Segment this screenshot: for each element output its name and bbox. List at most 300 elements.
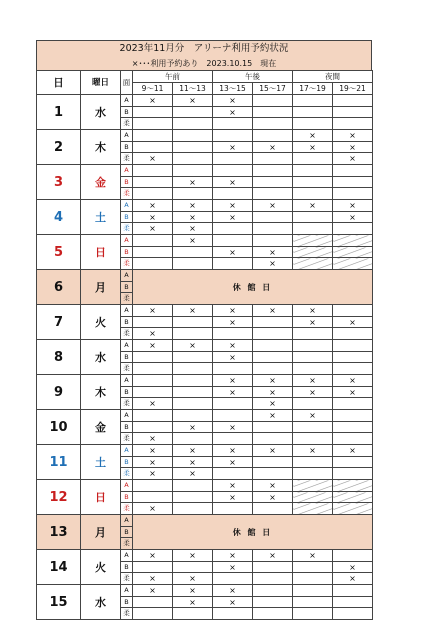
slot-cell xyxy=(173,398,213,410)
slot-cell: × xyxy=(213,177,253,188)
slot-cell xyxy=(293,165,333,177)
slot-cell xyxy=(173,608,213,620)
slot-cell: × xyxy=(133,212,173,223)
slot-cell: × xyxy=(293,305,333,317)
slot-cell xyxy=(333,492,373,503)
slot-cell xyxy=(293,422,333,433)
weekday-cell: 日 xyxy=(81,480,121,515)
date-cell: 13 xyxy=(37,515,81,550)
slot-cell xyxy=(293,562,333,573)
slot-cell xyxy=(293,457,333,468)
facility-cell: B xyxy=(121,457,133,468)
slot-cell xyxy=(253,223,293,235)
slot-cell: × xyxy=(333,317,373,328)
slot-cell xyxy=(133,235,173,247)
slot-cell xyxy=(213,433,253,445)
slot-cell: × xyxy=(213,142,253,153)
slot-cell xyxy=(333,107,373,118)
slot-cell xyxy=(293,153,333,165)
day-row xyxy=(37,445,373,457)
slot-cell xyxy=(333,188,373,200)
weekday-cell: 金 xyxy=(81,165,121,200)
slot-cell xyxy=(213,118,253,130)
header-group-evening: 夜間 xyxy=(293,71,373,83)
slot-cell xyxy=(133,107,173,118)
facility-cell: B xyxy=(121,317,133,328)
slot-cell: × xyxy=(253,445,293,457)
slot-cell xyxy=(293,340,333,352)
facility-cell: A xyxy=(121,95,133,107)
slot-cell: × xyxy=(133,398,173,410)
slot-cell xyxy=(253,363,293,375)
slot-cell xyxy=(253,153,293,165)
slot-cell: × xyxy=(133,550,173,562)
slot-cell xyxy=(253,468,293,480)
day-row xyxy=(37,515,373,527)
slot-cell xyxy=(333,165,373,177)
slot-cell xyxy=(333,468,373,480)
slot-cell xyxy=(173,480,213,492)
weekday-cell: 木 xyxy=(81,130,121,165)
slot-cell: × xyxy=(133,223,173,235)
slot-cell: × xyxy=(213,375,253,387)
slot-cell xyxy=(173,492,213,503)
slot-cell xyxy=(253,562,293,573)
slot-cell xyxy=(333,457,373,468)
slot-cell xyxy=(213,130,253,142)
slot-cell xyxy=(333,247,373,258)
slot-cell xyxy=(253,585,293,597)
slot-cell xyxy=(253,433,293,445)
facility-cell: A xyxy=(121,130,133,142)
slot-cell: × xyxy=(253,142,293,153)
date-cell: 9 xyxy=(37,375,81,410)
slot-cell xyxy=(253,130,293,142)
header-facility: 面 xyxy=(121,71,133,95)
slot-cell xyxy=(253,340,293,352)
slot-cell xyxy=(333,95,373,107)
slot-cell xyxy=(133,247,173,258)
date-cell: 11 xyxy=(37,445,81,480)
reservation-table xyxy=(36,70,373,620)
weekday-cell: 月 xyxy=(81,270,121,305)
slot-cell xyxy=(133,142,173,153)
slot-cell xyxy=(213,410,253,422)
facility-cell: A xyxy=(121,480,133,492)
slot-cell xyxy=(213,398,253,410)
slot-cell xyxy=(133,118,173,130)
slot-cell: × xyxy=(173,340,213,352)
header-slot: 15～17 xyxy=(253,83,293,95)
facility-cell: B xyxy=(121,247,133,258)
slot-cell: × xyxy=(173,95,213,107)
facility-cell: A xyxy=(121,200,133,212)
slot-cell: × xyxy=(133,585,173,597)
slot-cell: × xyxy=(213,597,253,608)
facility-cell: 柔 xyxy=(121,153,133,165)
slot-cell: × xyxy=(333,200,373,212)
slot-cell xyxy=(173,433,213,445)
slot-cell xyxy=(133,317,173,328)
slot-cell: × xyxy=(133,503,173,515)
weekday-cell: 水 xyxy=(81,95,121,130)
slot-cell xyxy=(333,363,373,375)
slot-cell: × xyxy=(133,328,173,340)
slot-cell xyxy=(333,503,373,515)
slot-cell: × xyxy=(133,305,173,317)
weekday-cell: 水 xyxy=(81,340,121,375)
slot-cell: × xyxy=(293,200,333,212)
slot-cell: × xyxy=(173,468,213,480)
slot-cell: × xyxy=(293,142,333,153)
header-slot: 19～21 xyxy=(333,83,373,95)
slot-cell: × xyxy=(253,258,293,270)
slot-cell xyxy=(253,177,293,188)
slot-cell: × xyxy=(293,387,333,398)
slot-cell xyxy=(333,480,373,492)
header-day: 日 xyxy=(37,71,81,95)
weekday-cell: 日 xyxy=(81,235,121,270)
facility-cell: B xyxy=(121,527,133,538)
slot-cell xyxy=(213,573,253,585)
slot-cell: × xyxy=(213,457,253,468)
slot-cell xyxy=(333,177,373,188)
slot-cell: × xyxy=(133,573,173,585)
slot-cell xyxy=(173,387,213,398)
slot-cell xyxy=(333,422,373,433)
slot-cell xyxy=(133,480,173,492)
slot-cell xyxy=(293,398,333,410)
slot-cell xyxy=(333,118,373,130)
slot-cell xyxy=(173,118,213,130)
slot-cell xyxy=(333,608,373,620)
slot-cell: × xyxy=(333,573,373,585)
slot-cell: × xyxy=(133,200,173,212)
facility-cell: 柔 xyxy=(121,503,133,515)
slot-cell xyxy=(213,223,253,235)
slot-cell xyxy=(173,317,213,328)
weekday-cell: 火 xyxy=(81,305,121,340)
slot-cell xyxy=(173,363,213,375)
facility-cell: A xyxy=(121,340,133,352)
slot-cell: × xyxy=(213,305,253,317)
slot-cell xyxy=(213,153,253,165)
slot-cell xyxy=(253,328,293,340)
slot-cell xyxy=(133,387,173,398)
slot-cell xyxy=(133,258,173,270)
slot-cell xyxy=(133,352,173,363)
facility-cell: B xyxy=(121,142,133,153)
day-row xyxy=(37,305,373,317)
facility-cell: A xyxy=(121,445,133,457)
slot-cell xyxy=(213,258,253,270)
slot-cell xyxy=(333,340,373,352)
header-slot: 11～13 xyxy=(173,83,213,95)
facility-cell: 柔 xyxy=(121,433,133,445)
slot-cell xyxy=(173,328,213,340)
slot-cell: × xyxy=(173,422,213,433)
slot-cell: × xyxy=(293,375,333,387)
slot-cell: × xyxy=(213,317,253,328)
reservation-sheet xyxy=(36,40,372,620)
slot-cell: × xyxy=(333,142,373,153)
weekday-cell: 木 xyxy=(81,375,121,410)
slot-cell: × xyxy=(133,457,173,468)
slot-cell: × xyxy=(173,177,213,188)
slot-cell: × xyxy=(293,410,333,422)
day-row xyxy=(37,165,373,177)
slot-cell xyxy=(253,608,293,620)
date-cell: 5 xyxy=(37,235,81,270)
slot-cell: × xyxy=(213,247,253,258)
slot-cell xyxy=(293,223,333,235)
slot-cell xyxy=(333,328,373,340)
day-row xyxy=(37,410,373,422)
slot-cell xyxy=(173,258,213,270)
slot-cell xyxy=(133,363,173,375)
slot-cell xyxy=(293,433,333,445)
slot-cell: × xyxy=(253,387,293,398)
slot-cell xyxy=(253,352,293,363)
slot-cell: × xyxy=(253,375,293,387)
slot-cell xyxy=(293,177,333,188)
facility-cell: B xyxy=(121,212,133,223)
facility-cell: B xyxy=(121,282,133,293)
sheet-title: 2023年11月分 アリーナ利用予約状況 xyxy=(119,43,289,54)
weekday-cell: 火 xyxy=(81,550,121,585)
slot-cell xyxy=(293,328,333,340)
slot-cell xyxy=(293,597,333,608)
slot-cell: × xyxy=(133,433,173,445)
slot-cell xyxy=(333,433,373,445)
slot-cell: × xyxy=(253,247,293,258)
weekday-cell: 金 xyxy=(81,410,121,445)
slot-cell xyxy=(253,422,293,433)
slot-cell xyxy=(213,503,253,515)
slot-cell xyxy=(293,235,333,247)
slot-cell: × xyxy=(213,107,253,118)
facility-cell: B xyxy=(121,597,133,608)
slot-cell xyxy=(253,212,293,223)
slot-cell xyxy=(213,468,253,480)
slot-cell: × xyxy=(253,550,293,562)
facility-cell: A xyxy=(121,515,133,527)
slot-cell: × xyxy=(133,95,173,107)
slot-cell xyxy=(253,235,293,247)
facility-cell: A xyxy=(121,585,133,597)
slot-cell xyxy=(213,235,253,247)
slot-cell: × xyxy=(173,212,213,223)
slot-cell: × xyxy=(173,597,213,608)
day-row xyxy=(37,270,373,282)
facility-cell: B xyxy=(121,562,133,573)
slot-cell: × xyxy=(133,468,173,480)
slot-cell: × xyxy=(213,95,253,107)
slot-cell xyxy=(253,573,293,585)
slot-cell xyxy=(173,375,213,387)
date-cell: 7 xyxy=(37,305,81,340)
slot-cell xyxy=(173,107,213,118)
facility-cell: A xyxy=(121,305,133,317)
slot-cell: × xyxy=(253,410,293,422)
slot-cell xyxy=(213,608,253,620)
day-row xyxy=(37,235,373,247)
date-cell: 6 xyxy=(37,270,81,305)
day-row xyxy=(37,130,373,142)
slot-cell: × xyxy=(173,573,213,585)
slot-cell xyxy=(333,305,373,317)
slot-cell xyxy=(133,165,173,177)
facility-cell: B xyxy=(121,387,133,398)
facility-cell: 柔 xyxy=(121,223,133,235)
facility-cell: 柔 xyxy=(121,608,133,620)
slot-cell: × xyxy=(133,340,173,352)
slot-cell xyxy=(133,188,173,200)
slot-cell: × xyxy=(213,352,253,363)
slot-cell: × xyxy=(333,153,373,165)
header-group-morning: 午前 xyxy=(133,71,213,83)
slot-cell: × xyxy=(173,305,213,317)
slot-cell xyxy=(293,188,333,200)
slot-cell xyxy=(173,410,213,422)
slot-cell xyxy=(173,247,213,258)
slot-cell xyxy=(293,352,333,363)
slot-cell: × xyxy=(213,550,253,562)
header-weekday: 曜日 xyxy=(81,71,121,95)
slot-cell xyxy=(133,562,173,573)
facility-cell: 柔 xyxy=(121,398,133,410)
facility-cell: B xyxy=(121,177,133,188)
slot-cell xyxy=(213,188,253,200)
facility-cell: B xyxy=(121,352,133,363)
weekday-cell: 水 xyxy=(81,585,121,620)
slot-cell xyxy=(173,165,213,177)
slot-cell xyxy=(253,165,293,177)
weekday-cell: 月 xyxy=(81,515,121,550)
day-row xyxy=(37,95,373,107)
closed-day-notice: 休 館 日 xyxy=(133,270,373,305)
slot-cell: × xyxy=(213,200,253,212)
slot-cell xyxy=(133,422,173,433)
facility-cell: 柔 xyxy=(121,573,133,585)
facility-cell: B xyxy=(121,422,133,433)
slot-cell xyxy=(293,585,333,597)
slot-cell: × xyxy=(213,340,253,352)
weekday-cell: 土 xyxy=(81,200,121,235)
slot-cell xyxy=(253,118,293,130)
facility-cell: A xyxy=(121,550,133,562)
date-cell: 14 xyxy=(37,550,81,585)
slot-cell xyxy=(293,258,333,270)
slot-cell xyxy=(333,597,373,608)
header-slot: 13～15 xyxy=(213,83,253,95)
slot-cell: × xyxy=(213,445,253,457)
slot-cell xyxy=(293,480,333,492)
day-row xyxy=(37,550,373,562)
slot-cell xyxy=(133,597,173,608)
slot-cell xyxy=(293,468,333,480)
day-row xyxy=(37,200,373,212)
slot-cell xyxy=(333,550,373,562)
date-cell: 15 xyxy=(37,585,81,620)
slot-cell: × xyxy=(333,130,373,142)
slot-cell xyxy=(253,95,293,107)
slot-cell xyxy=(133,492,173,503)
slot-cell xyxy=(333,235,373,247)
slot-cell xyxy=(213,363,253,375)
slot-cell xyxy=(293,95,333,107)
slot-cell: × xyxy=(333,562,373,573)
slot-cell: × xyxy=(213,480,253,492)
slot-cell: × xyxy=(213,422,253,433)
facility-cell: A xyxy=(121,410,133,422)
slot-cell: × xyxy=(133,153,173,165)
sheet-header xyxy=(36,40,372,70)
facility-cell: B xyxy=(121,107,133,118)
slot-cell: × xyxy=(293,130,333,142)
day-row xyxy=(37,375,373,387)
facility-cell: 柔 xyxy=(121,468,133,480)
slot-cell xyxy=(253,107,293,118)
slot-cell xyxy=(213,328,253,340)
date-cell: 2 xyxy=(37,130,81,165)
slot-cell xyxy=(133,375,173,387)
slot-cell: × xyxy=(173,445,213,457)
slot-cell xyxy=(133,608,173,620)
slot-cell: × xyxy=(293,550,333,562)
slot-cell xyxy=(173,503,213,515)
date-cell: 12 xyxy=(37,480,81,515)
slot-cell xyxy=(293,118,333,130)
facility-cell: 柔 xyxy=(121,538,133,550)
facility-cell: A xyxy=(121,270,133,282)
slot-cell xyxy=(253,457,293,468)
date-cell: 4 xyxy=(37,200,81,235)
slot-cell: × xyxy=(173,457,213,468)
facility-cell: A xyxy=(121,165,133,177)
facility-cell: 柔 xyxy=(121,363,133,375)
slot-cell: × xyxy=(253,305,293,317)
slot-cell xyxy=(333,585,373,597)
facility-cell: 柔 xyxy=(121,188,133,200)
slot-cell xyxy=(173,188,213,200)
slot-cell xyxy=(173,352,213,363)
slot-cell xyxy=(173,142,213,153)
slot-cell xyxy=(293,492,333,503)
closed-day-notice: 休 館 日 xyxy=(133,515,373,550)
slot-cell xyxy=(173,153,213,165)
slot-cell: × xyxy=(173,223,213,235)
slot-cell xyxy=(253,317,293,328)
slot-cell xyxy=(253,188,293,200)
slot-cell xyxy=(293,107,333,118)
header-group-afternoon: 午後 xyxy=(213,71,293,83)
slot-cell xyxy=(213,165,253,177)
date-cell: 1 xyxy=(37,95,81,130)
facility-cell: 柔 xyxy=(121,328,133,340)
slot-cell xyxy=(293,503,333,515)
facility-cell: 柔 xyxy=(121,293,133,305)
facility-cell: 柔 xyxy=(121,118,133,130)
slot-cell: × xyxy=(213,492,253,503)
slot-cell: × xyxy=(253,398,293,410)
header-slot: 9～11 xyxy=(133,83,173,95)
slot-cell xyxy=(253,597,293,608)
slot-cell xyxy=(133,130,173,142)
slot-cell xyxy=(333,398,373,410)
slot-cell xyxy=(293,608,333,620)
slot-cell xyxy=(333,223,373,235)
